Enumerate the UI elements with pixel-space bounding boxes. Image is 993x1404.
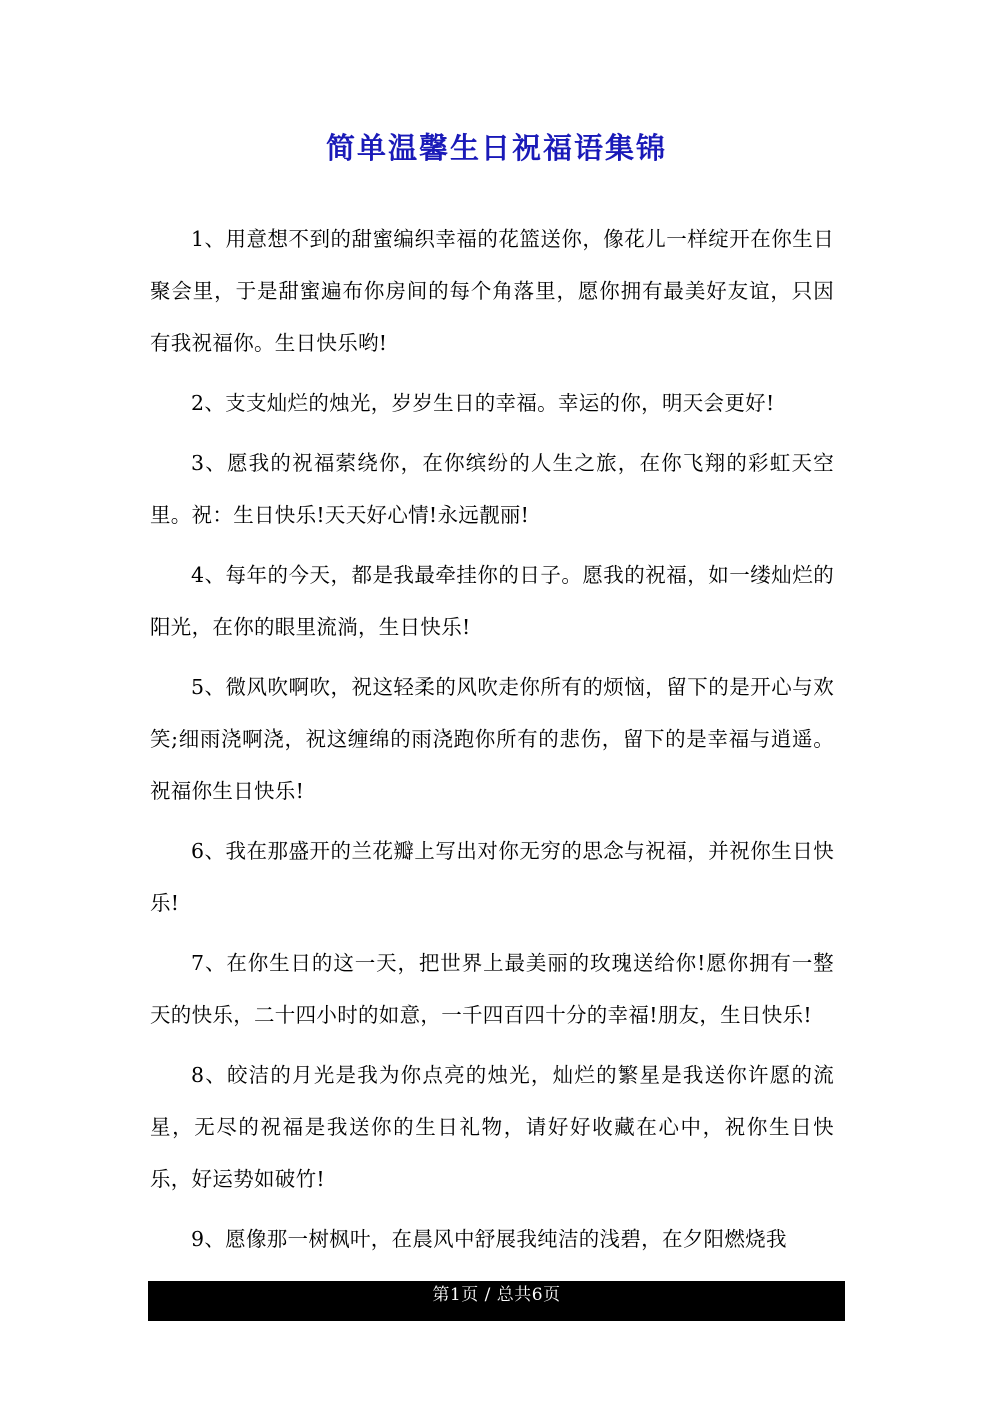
wish-paragraph-5: 5、微风吹啊吹，祝这轻柔的风吹走你所有的烦恼，留下的是开心与欢笑;细雨浇啊浇，祝这缠绵的雨浇跑你所有的悲伤，留下的是幸福与逍遥。祝福你生日快乐! [150,675,834,803]
wish-paragraph-6: 6、我在那盛开的兰花瓣上写出对你无穷的思念与祝福，并祝你生日快乐! [150,839,834,915]
document-body [150,213,834,1273]
page-footer-bar [148,1281,845,1321]
document-title: 简单温馨生日祝福语集锦 [325,131,667,165]
wish-paragraph-7: 7、在你生日的这一天，把世界上最美丽的玫瑰送给你!愿你拥有一整天的快乐，二十四小时的如意，一千四百四十分的幸福!朋友，生日快乐! [150,951,834,1027]
wish-paragraph-8: 8、皎洁的月光是我为你点亮的烛光，灿烂的繁星是我送你许愿的流星，无尽的祝福是我送你的生日礼物，请好好收藏在心中，祝你生日快乐，好运势如破竹! [150,1063,834,1191]
wish-paragraph-1: 1、用意想不到的甜蜜编织幸福的花篮送你，像花儿一样绽开在你生日聚会里，于是甜蜜遍布你房间的每个角落里，愿你拥有最美好友谊，只因有我祝福你。生日快乐哟! [150,227,834,355]
wish-paragraph-2: 2、支支灿烂的烛光，岁岁生日的幸福。幸运的你，明天会更好! [191,391,775,415]
page-number-label: 第1页 / 总共6页 [432,1285,561,1305]
wish-paragraph-9: 9、愿像那一树枫叶，在晨风中舒展我纯洁的浅碧，在夕阳燃烧我 [191,1227,787,1251]
wish-paragraph-4: 4、每年的今天，都是我最牵挂你的日子。愿我的祝福，如一缕灿烂的阳光，在你的眼里流淌，生日快乐! [150,563,834,639]
wish-paragraph-3: 3、愿我的祝福萦绕你，在你缤纷的人生之旅，在你飞翔的彩虹天空里。祝：生日快乐!天天好心情!永远靓丽! [150,451,834,527]
